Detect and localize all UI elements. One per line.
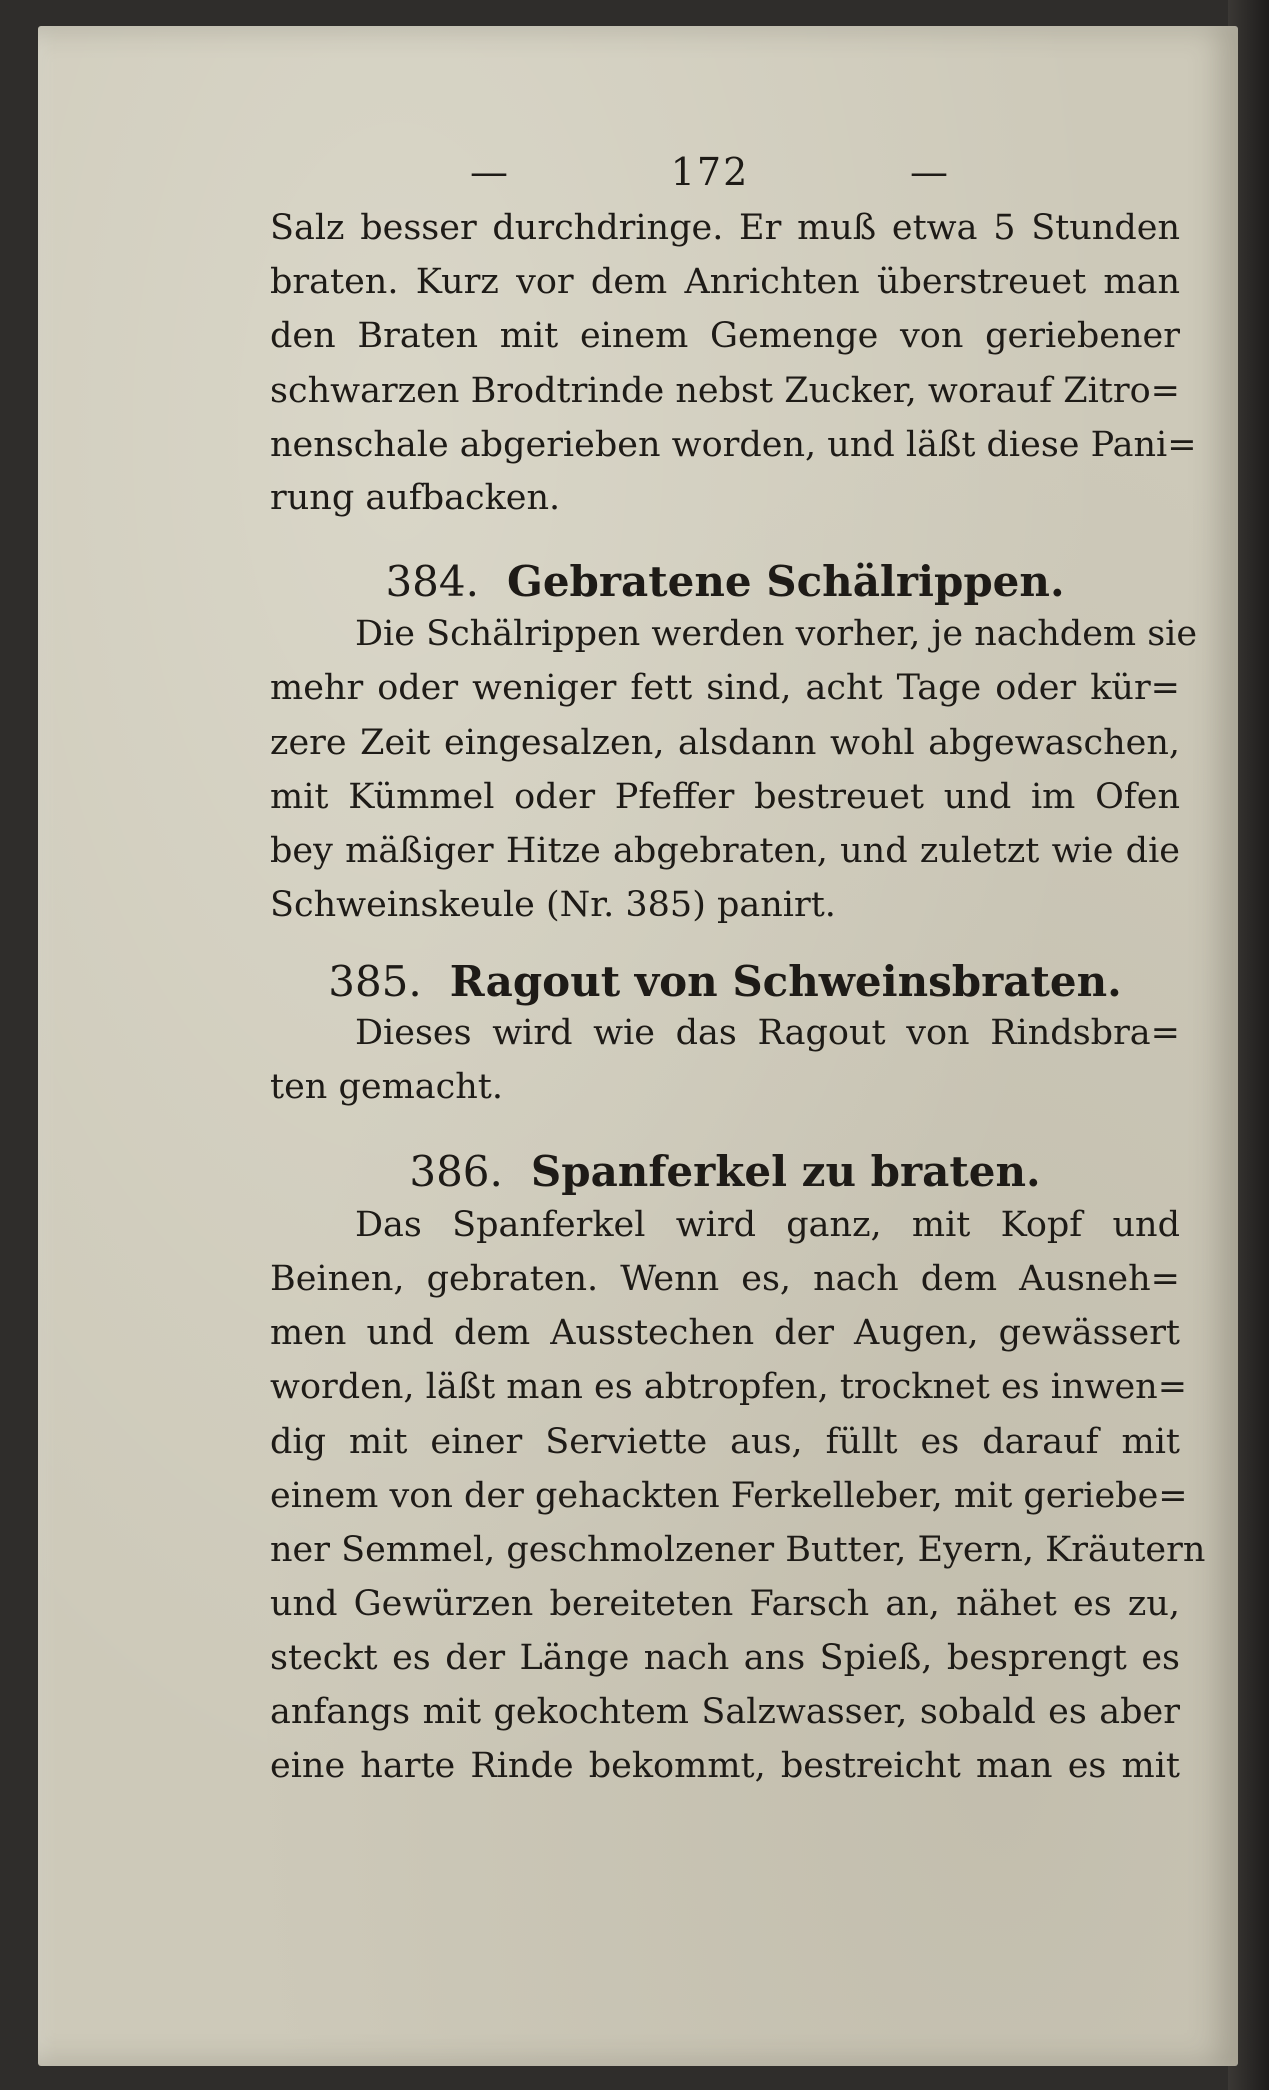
text-line: schwarzen Brodtrinde nebst Zucker, worauf Zitro= <box>270 371 1180 411</box>
text-line: den Braten mit einem Gemenge von geriebener <box>270 316 1180 356</box>
recipe-title: Gebratene Schälrippen. <box>506 557 1065 606</box>
text-line: braten. Kurz vor dem Anrichten überstreuet man <box>270 262 1180 302</box>
recipe-heading <box>270 1148 1180 1196</box>
text-line: Schweinskeule (Nr. 385) panirt. <box>270 885 836 925</box>
text-line: Beinen, gebraten. Wenn es, nach dem Ausneh= <box>270 1259 1180 1299</box>
text-line: rung aufbacken. <box>270 478 561 518</box>
recipe-title: Ragout von Schweinsbraten. <box>449 957 1122 1006</box>
text-line: dig mit einer Serviette aus, füllt es darauf mit <box>270 1422 1180 1462</box>
recipe-number: 385. <box>328 957 422 1006</box>
text-line: zere Zeit eingesalzen, alsdann wohl abgewaschen, <box>270 723 1180 763</box>
recipe-title: Spanferkel zu braten. <box>530 1147 1041 1196</box>
text-line: und Gewürzen bereiteten Farsch an, nähet es zu, <box>270 1584 1180 1624</box>
text-line: Salz besser durchdringe. Er muß etwa 5 Stunden <box>270 208 1180 248</box>
text-line: Das Spanferkel wird ganz, mit Kopf und <box>355 1205 1180 1245</box>
recipe-number: 386. <box>409 1147 503 1196</box>
header-dash-left: — <box>470 150 510 194</box>
text-line: mehr oder weniger fett sind, acht Tage oder kür= <box>270 668 1180 708</box>
text-line: worden, läßt man es abtropfen, trocknet es inwen= <box>270 1367 1188 1407</box>
recipe-heading <box>270 958 1180 1006</box>
text-line: steckt es der Länge nach ans Spieß, besprengt es <box>270 1638 1180 1678</box>
page-header <box>470 150 950 194</box>
text-line: Dieses wird wie das Ragout von Rindsbra= <box>355 1013 1180 1053</box>
text-line: einem von der gehackten Ferkelleber, mit geriebe= <box>270 1476 1188 1516</box>
text-line: anfangs mit gekochtem Salzwasser, sobald es aber <box>270 1692 1180 1732</box>
text-line: mit Kümmel oder Pfeffer bestreuet und im Ofen <box>270 777 1180 817</box>
text-line: ten gemacht. <box>270 1067 503 1107</box>
page-number: 172 <box>670 150 750 194</box>
text-line: bey mäßiger Hitze abgebraten, und zuletzt wie die <box>270 831 1180 871</box>
text-line: eine harte Rinde bekommt, bestreicht man es mit <box>270 1746 1180 1786</box>
text-line: ner Semmel, geschmolzener Butter, Eyern, Kräutern <box>270 1530 1206 1570</box>
recipe-heading <box>270 558 1180 606</box>
header-dash-right: — <box>910 150 950 194</box>
text-line: men und dem Ausstechen der Augen, gewässert <box>270 1313 1180 1353</box>
recipe-number: 384. <box>385 557 479 606</box>
text-line: Die Schälrippen werden vorher, je nachdem sie <box>355 614 1198 654</box>
text-line: nenschale abgerieben worden, und läßt diese Pani= <box>270 425 1197 465</box>
